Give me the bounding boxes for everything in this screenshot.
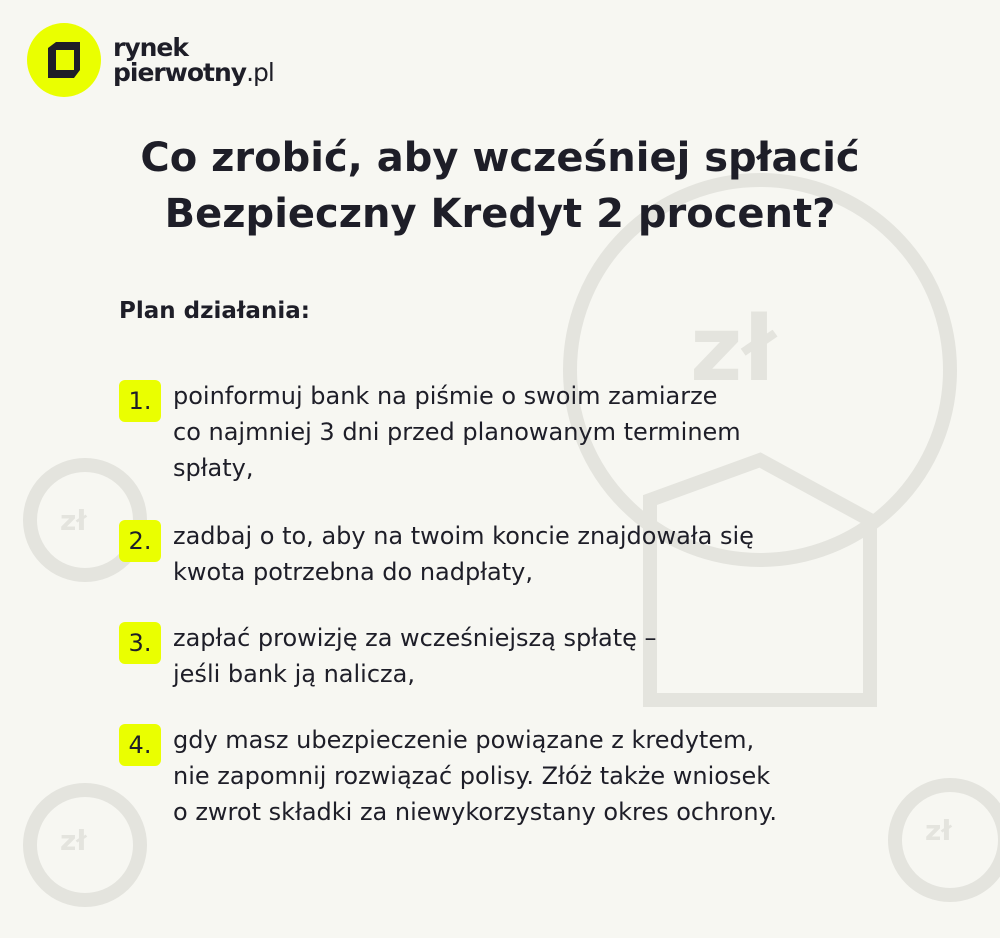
- item-number: 1.: [119, 380, 161, 422]
- item-number: 4.: [119, 724, 161, 766]
- item-text: zapłać prowizję za wcześniejszą spłatę – jeśli bank ją nalicza,: [173, 624, 657, 688]
- logo-text: [113, 35, 274, 85]
- plan-label: Plan działania:: [119, 298, 310, 324]
- list-item: [119, 728, 913, 830]
- page-title: [0, 130, 1000, 242]
- item-text: gdy masz ubezpieczenie powiązane z kredytem, nie zapomnij rozwiązać polisy. Złóż także wniosek o zwrot składki za niewykorzystany okres ochrony.: [173, 726, 777, 826]
- list-item: [119, 626, 913, 692]
- logo-line2: pierwotny: [113, 58, 247, 87]
- item-text: zadbaj o to, aby na twoim koncie znajdowała się kwota potrzebna do nadpłaty,: [173, 522, 754, 586]
- logo-mark-icon: [27, 23, 101, 97]
- item-number: 3.: [119, 622, 161, 664]
- list-item: [119, 384, 913, 486]
- logo-line1: rynek: [113, 33, 189, 62]
- svg-text:zł: zł: [925, 814, 952, 847]
- logo: [27, 23, 274, 97]
- svg-text:zł: zł: [60, 504, 87, 537]
- list-item: [119, 524, 913, 590]
- item-number: 2.: [119, 520, 161, 562]
- svg-text:zł: zł: [60, 824, 87, 857]
- svg-text:zł: zł: [690, 297, 776, 402]
- logo-suffix: .pl: [246, 58, 274, 87]
- item-text: poinformuj bank na piśmie o swoim zamiarze co najmniej 3 dni przed planowanym terminem spłaty,: [173, 382, 741, 482]
- title-text: Co zrobić, aby wcześniej spłacić Bezpieczny Kredyt 2 procent?: [140, 135, 860, 237]
